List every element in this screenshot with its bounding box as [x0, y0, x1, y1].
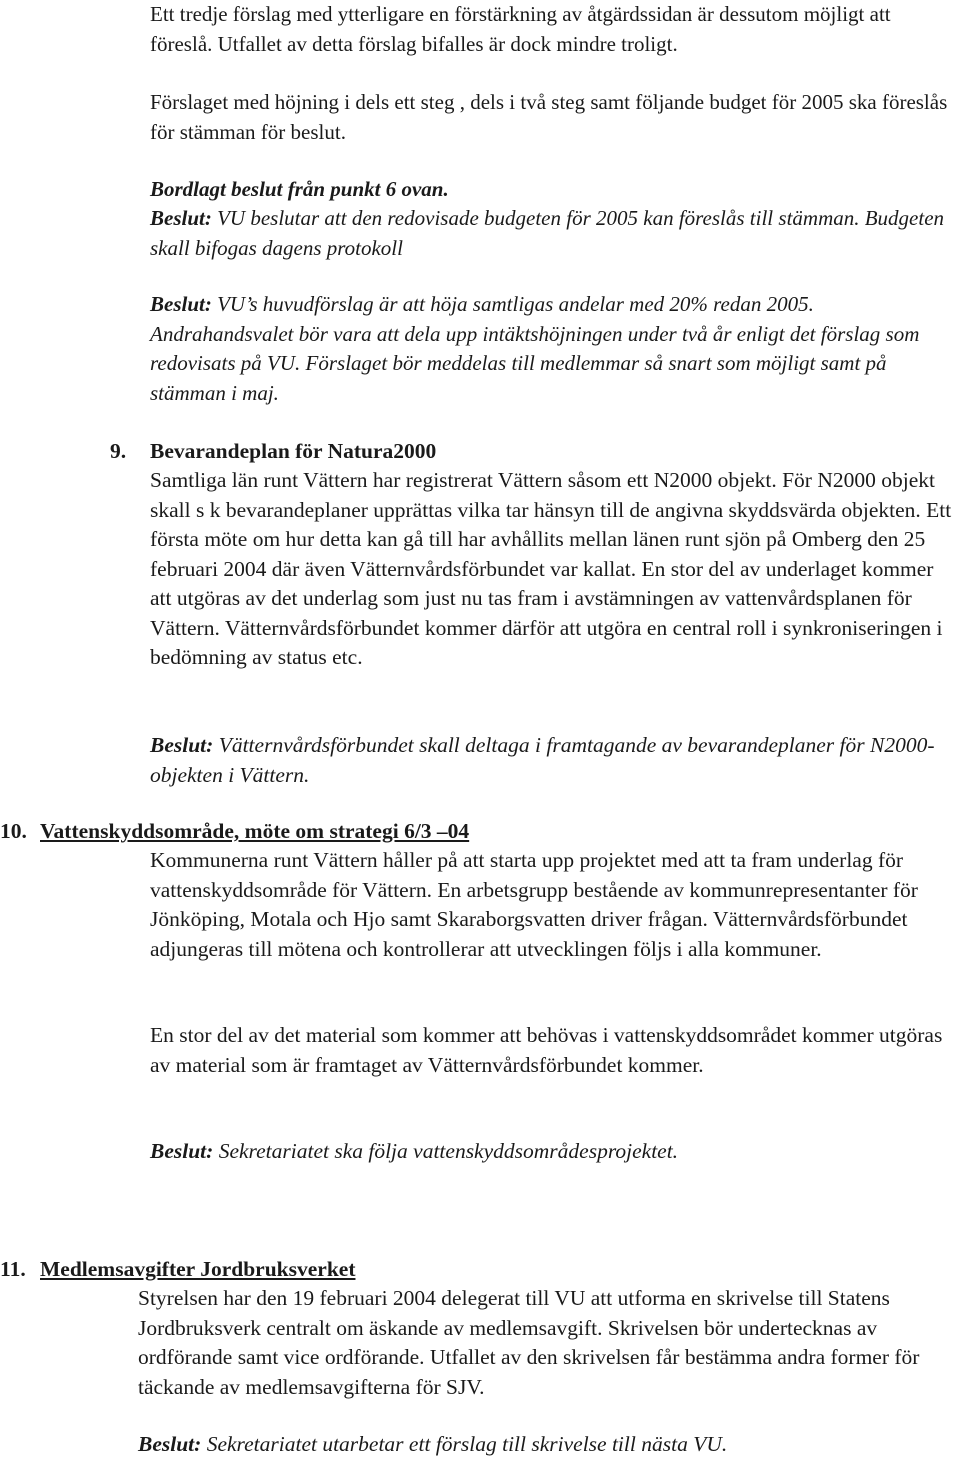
decision-text: Vätternvårdsförbundet skall deltaga i framtagande av bevarandeplaner för N2000-objekten i Vättern.	[150, 733, 935, 787]
section-title: Vattenskyddsområde, möte om strategi 6/3 –04	[40, 819, 470, 843]
section-10-heading	[0, 817, 469, 846]
intro-paragraph-1-text: Ett tredje förslag med ytterligare en förstärkning av åtgärdssidan är dessutom möjligt att föreslå. Utfallet av detta förslag bifalles är dock mindre troligt.	[150, 2, 891, 56]
section-11-decision	[138, 1430, 958, 1460]
decision-label: Beslut:	[138, 1432, 202, 1456]
section-number: 11.	[0, 1257, 26, 1281]
intro-paragraph-2	[150, 88, 950, 147]
section-9-heading	[110, 437, 436, 466]
section-10-decision	[150, 1137, 960, 1167]
intro-paragraph-1	[150, 0, 950, 59]
intro-paragraph-2-text: Förslaget med höjning i dels ett steg , dels i två steg samt följande budget för 2005 ska föreslås för stämman för beslut.	[150, 90, 948, 144]
section-title: Medlemsavgifter Jordbruksverket	[40, 1257, 356, 1281]
decision-text-extra: Budgeten skall bifogas dagens protokoll	[150, 206, 945, 260]
section-10-body-2: En stor del av det material som kommer att behövas i vattenskyddsområdet kommer utgöras av material som är framtaget av Vätternvårdsförbundet kommer.	[150, 1023, 943, 1077]
decision-text: Sekretariatet utarbetar ett förslag till skrivelse till nästa VU.	[206, 1432, 728, 1456]
decision-shares	[150, 290, 950, 408]
decision-text: VU’s huvudförslag är att höja samtligas andelar med 20% redan 2005. Andrahandsvalet bör vara att dela upp intäktshöjningen under två år enligt det förslag som redovisats på VU. Förslaget bör meddelas till medlemmar så snart som möjligt samt på stämman i maj.	[150, 292, 920, 405]
decision-label: Beslut:	[150, 733, 214, 757]
section-9-body: Samtliga län runt Vättern har registrerat Vättern såsom ett N2000 objekt. För N2000 objekt skall s k bevarandeplaner upprättas vilka tar hänsyn till de angivna skyddsvärda objekten. Ett första möte om hur detta kan gå till har avhållits mellan länen runt sjön på Omberg den 25 februari 2004 där även Vätternvårdsförbundet var kallat. En stor del av underlaget kommer att utgöras av det underlag som just nu tas fram i avstämningen av vattenvårdsplanen för Vättern. Vätternvårdsförbundet kommer därför att utgöra en central roll i synkroniseringen i bedömning av status etc.	[150, 468, 952, 669]
decision-budget	[150, 204, 950, 263]
section-9-decision	[150, 731, 960, 790]
decision-label: Beslut:	[150, 292, 212, 316]
section-11-heading	[0, 1255, 355, 1284]
decision-label: Beslut:	[150, 206, 212, 230]
section-number: 10.	[0, 819, 27, 843]
tabled-decision-heading: Bordlagt beslut från punkt 6 ovan.	[150, 177, 449, 201]
section-11-body: Styrelsen har den 19 februari 2004 delegerat till VU att utforma en skrivelse till Statens Jordbruksverk centralt om äskande av medlemsavgift. Skrivelsen bör undertecknas av ordförande samt vice ordförande. Utfallet av den skrivelsen får bestämma andra former för täckande av medlemsavgifterna för SJV.	[138, 1286, 920, 1399]
section-title: Bevarandeplan för Natura2000	[150, 439, 437, 463]
decision-text: Sekretariatet ska följa vattenskyddsområdesprojektet.	[218, 1139, 679, 1163]
section-10-body-1: Kommunerna runt Vättern håller på att starta upp projektet med att ta fram underlag för vattenskyddsområde för Vättern. En arbetsgrupp bestående av kommunrepresentanter för Jönköping, Motala och Hjo samt Skaraborgsvatten driver frågan. Vätternvårdsförbundet adjungeras till mötena och kontrollerar att utvecklingen följs i alla kommuner.	[150, 848, 918, 961]
section-number: 9.	[110, 439, 127, 463]
decision-label: Beslut:	[150, 1139, 214, 1163]
decision-text: VU beslutar att den redovisade budgeten för 2005 kan föreslås till stämman.	[217, 206, 860, 230]
